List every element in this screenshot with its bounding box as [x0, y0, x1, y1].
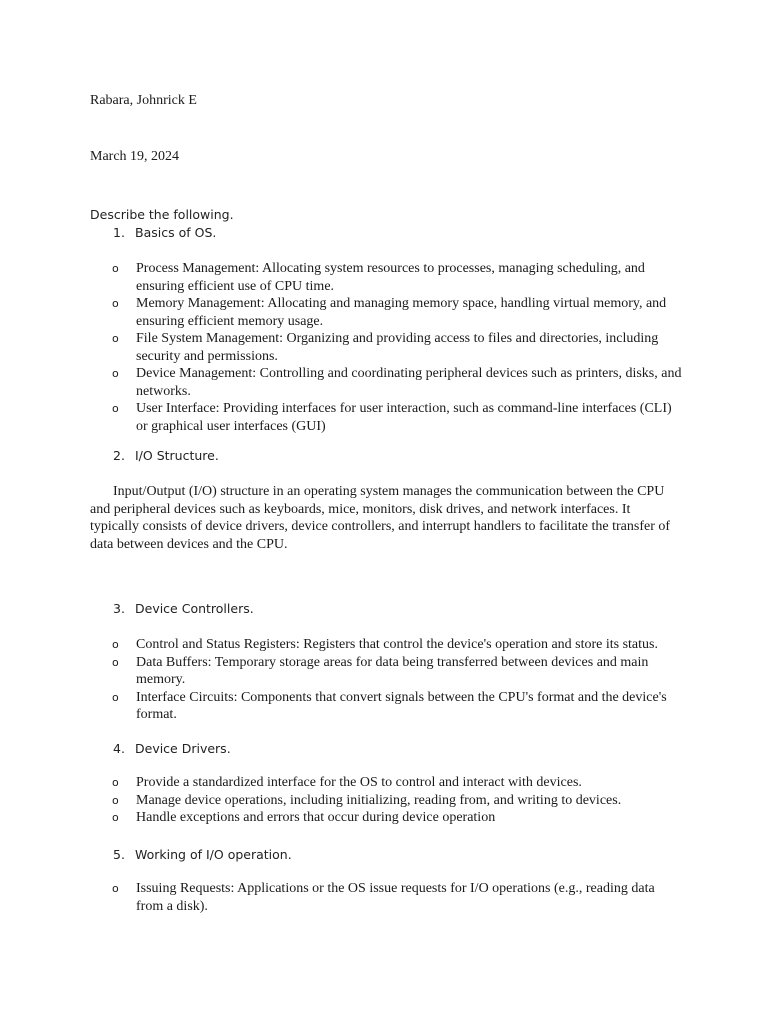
section-5-list — [112, 880, 682, 915]
list-item: o User Interface: Providing interfaces for user interaction, such as command-line interfaces (CLI) or graphical user interfaces (GUI) — [112, 401, 672, 434]
bullet-icon: o — [112, 297, 119, 310]
list-item: o Manage device operations, including initializing, reading from, and writing to devices. — [112, 792, 622, 808]
section-number: 1. — [113, 225, 125, 240]
bullet-icon: o — [112, 655, 119, 669]
section-2-heading — [113, 447, 219, 464]
section-title: Device Controllers. — [135, 601, 254, 616]
section-4-list — [112, 774, 682, 827]
instruction-text: Describe the following. — [90, 207, 234, 222]
bullet-icon: o — [112, 882, 119, 895]
section-4-heading — [113, 740, 231, 757]
bullet-icon: o — [112, 638, 119, 651]
section-5-heading — [113, 846, 292, 863]
bullet-icon: o — [112, 367, 119, 380]
list-item: o Memory Management: Allocating and managing memory space, handling virtual memory, and ensuring efficient memory usage. — [112, 296, 667, 329]
list-item: o Device Management: Controlling and coordinating peripheral devices such as printers, disks, and networks. — [112, 366, 682, 399]
bullet-icon: o — [112, 793, 119, 807]
bullet-icon: o — [112, 776, 119, 789]
section-title: I/O Structure. — [135, 448, 219, 463]
section-title: Basics of OS. — [135, 225, 217, 240]
section-1-list — [112, 260, 682, 435]
list-item: o Data Buffers: Temporary storage areas for data being transferred between devices and main memory. — [112, 654, 649, 687]
section-number: 4. — [113, 741, 125, 756]
bullet-icon: o — [112, 262, 119, 275]
list-item: o Control and Status Registers: Registers that control the device's operation and store its status. — [112, 637, 658, 652]
section-title: Working of I/O operation. — [135, 847, 292, 862]
bullet-icon: o — [112, 402, 119, 415]
section-1-heading — [113, 224, 216, 241]
list-item: o Provide a standardized interface for the OS to control and interact with devices. — [112, 775, 582, 790]
author-name: Rabara, Johnrick E — [90, 93, 197, 108]
bullet-icon: o — [112, 811, 119, 824]
section-title: Device Drivers. — [135, 741, 231, 756]
section-3-list — [112, 636, 682, 724]
io-structure-paragraph: Input/Output (I/O) structure in an operating system manages the communication between the CPU and peripheral devices such as keyboards, mice, monitors, disk drives, and network interfaces. It typically consists of device drivers, device controllers, and interrupt handlers to facilitate the transfer of data between devices and the CPU. — [90, 484, 671, 552]
list-item: o Process Management: Allocating system resources to processes, managing scheduling, and ensuring efficient use of CPU time. — [112, 261, 645, 294]
section-3-heading — [113, 600, 254, 617]
list-item: o Issuing Requests: Applications or the OS issue requests for I/O operations (e.g., reading data from a disk). — [112, 881, 655, 914]
section-number: 5. — [113, 847, 125, 862]
document-date: March 19, 2024 — [90, 149, 180, 164]
list-item: o File System Management: Organizing and providing access to files and directories, including security and permissions. — [112, 331, 659, 364]
bullet-icon: o — [112, 690, 119, 704]
list-item: o Handle exceptions and errors that occur during device operation — [112, 810, 496, 825]
bullet-icon: o — [112, 332, 119, 345]
section-number: 2. — [113, 448, 125, 463]
list-item: o Interface Circuits: Components that convert signals between the CPU's format and the device's format. — [112, 689, 667, 722]
section-number: 3. — [113, 601, 125, 616]
